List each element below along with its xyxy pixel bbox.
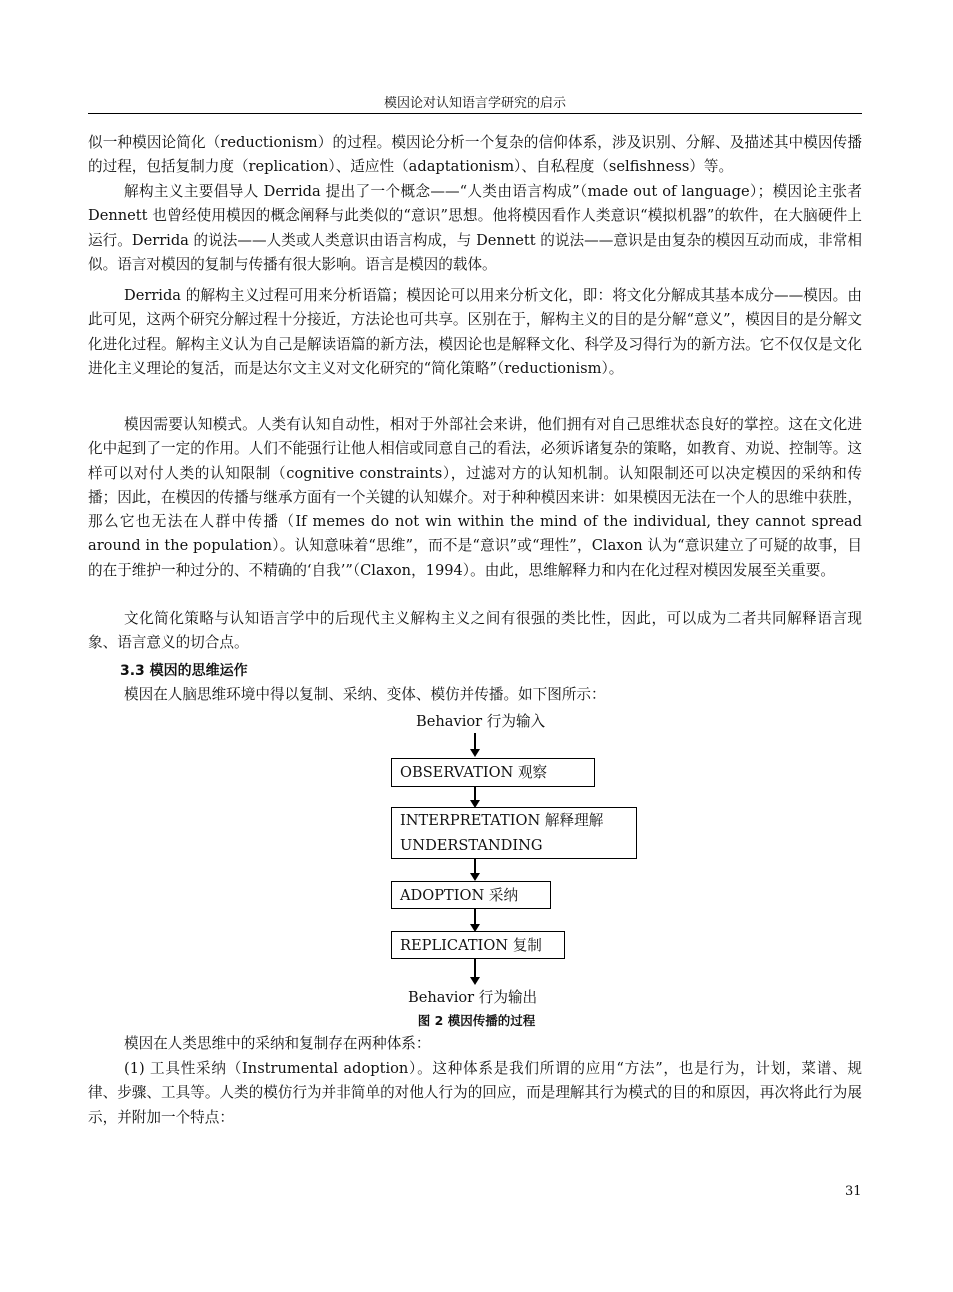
section-heading: 3.3 模因的思维运作 [120,663,248,679]
interpretation-box [391,807,637,859]
arrow-down-icon [470,909,480,932]
paragraph-instrumental-adoption: (1) 工具性采纳（Instrumental adoption）。这种体系是我们所谓的应用“方法”，也是行为，计划，菜谱、规律、步骤、工具等。人类的模仿行为并非简单的对他人行为的回应，而是理解其行为模式的目的和原因，再次将此行为展示，并附加一个特点： [88,1060,862,1126]
paragraph-figure-intro: 模因在人脑思维环境中得以复制、采纳、变体、模仿并传播。如下图所示： [124,686,606,703]
paragraph-deconstruction: Derrida 的解构主义过程可用来分析语篇；模因论可以用来分析文化，即：将文化分解成其基本成分——模因。由此可见，这两个研究分解过程十分接近，方法论也可共享。区别在于，解构主义的目的是分解“意义”，模因目的是分解文化进化过程。解构主义认为自己是解读语篇的新方法，模因论也是解释文化、科学及习得行为的新方法。它不仅仅是文化进化主义理论的复活，而是达尔文主义对文化研究的“简化策略”（reductionism）。 [88,287,862,377]
replication-label: REPLICATION 复制 [400,937,542,954]
arrow-down-icon [470,733,480,757]
paragraph-reductionism: 似一种模因论简化（reductionism）的过程。模因论分析一个复杂的信仰体系，涉及识别、分解、及描述其中模因传播的过程，包括复制力度（replication）、适应性（adaptationism）、自私程度（selfishness）等。 [88,134,862,176]
adoption-label: ADOPTION 采纳 [400,887,519,904]
behavior-output-label: Behavior 行为输出 [408,989,538,1006]
arrow-down-icon [470,787,480,808]
arrow-down-icon [470,959,480,985]
replication-box [391,931,565,959]
adoption-box [391,881,551,909]
page-number: 31 [845,1184,862,1199]
paragraph-two-systems: 模因在人类思维中的采纳和复制存在两种体系： [124,1035,431,1052]
understanding-label: UNDERSTANDING [400,837,543,854]
figure-caption: 图 2 模因传播的过程 [417,1013,536,1028]
running-title: 模因论对认知语言学研究的启示 [383,96,566,111]
paragraph-analogy: 文化简化策略与认知语言学中的后现代主义解构主义之间有很强的类比性，因此，可以成为二者共同解释语言现象、语言意义的切合点。 [88,610,862,652]
observation-label: OBSERVATION 观察 [400,764,548,781]
arrow-down-icon [470,859,480,881]
paragraph-derrida-dennett: 解构主义主要倡导人 Derrida 提出了一个概念——“人类由语言构成”（made out of language）；模因论主张者 Dennett 也曾经使用模因的概念阐释与此类似的“意识”思想。他将模因看作人类意识“模拟机器”的软件，在大脑硬件上运行。Derrida 的说法——人类或人类意识由语言构成，与 Dennett 的说法——意识是由复杂的模因互动而成，非常相似。语言对模因的复制与传播有很大影响。语言是模因的载体。 [88,183,862,273]
behavior-input-label: Behavior 行为输入 [416,713,546,730]
header-rule [88,113,862,114]
paragraph-cognitive-mode: 模因需要认知模式。人类有认知自动性，相对于外部社会来讲，他们拥有对自己思维状态良好的掌控。这在文化进化中起到了一定的作用。人们不能强行让他人相信或同意自己的看法，必须诉诸复杂的策略，如教育、劝说、控制等。这样可以对付人类的认知限制（cognitive constraints），过滤对方的认知机制。认知限制还可以决定模因的采纳和传播；因此，在模因的传播与继承方面有一个关键的认知媒介。对于种种模因来讲：如果模因无法在一个人的思维中获胜，那么它也无法在人群中传播（If memes do not win within the mind of the individual, they cannot spread around in the population）。认知意味着“思维”，而不是“意识”或“理性”，Claxon 认为“意识建立了可疑的故事，目的在于维护一种过分的、不精确的‘自我’”（Claxon，1994）。由此，思维解释力和内在化过程对模因发展至关重要。 [88,416,862,579]
observation-box [391,758,595,787]
interpretation-label: INTERPRETATION 解释理解 [400,812,604,829]
